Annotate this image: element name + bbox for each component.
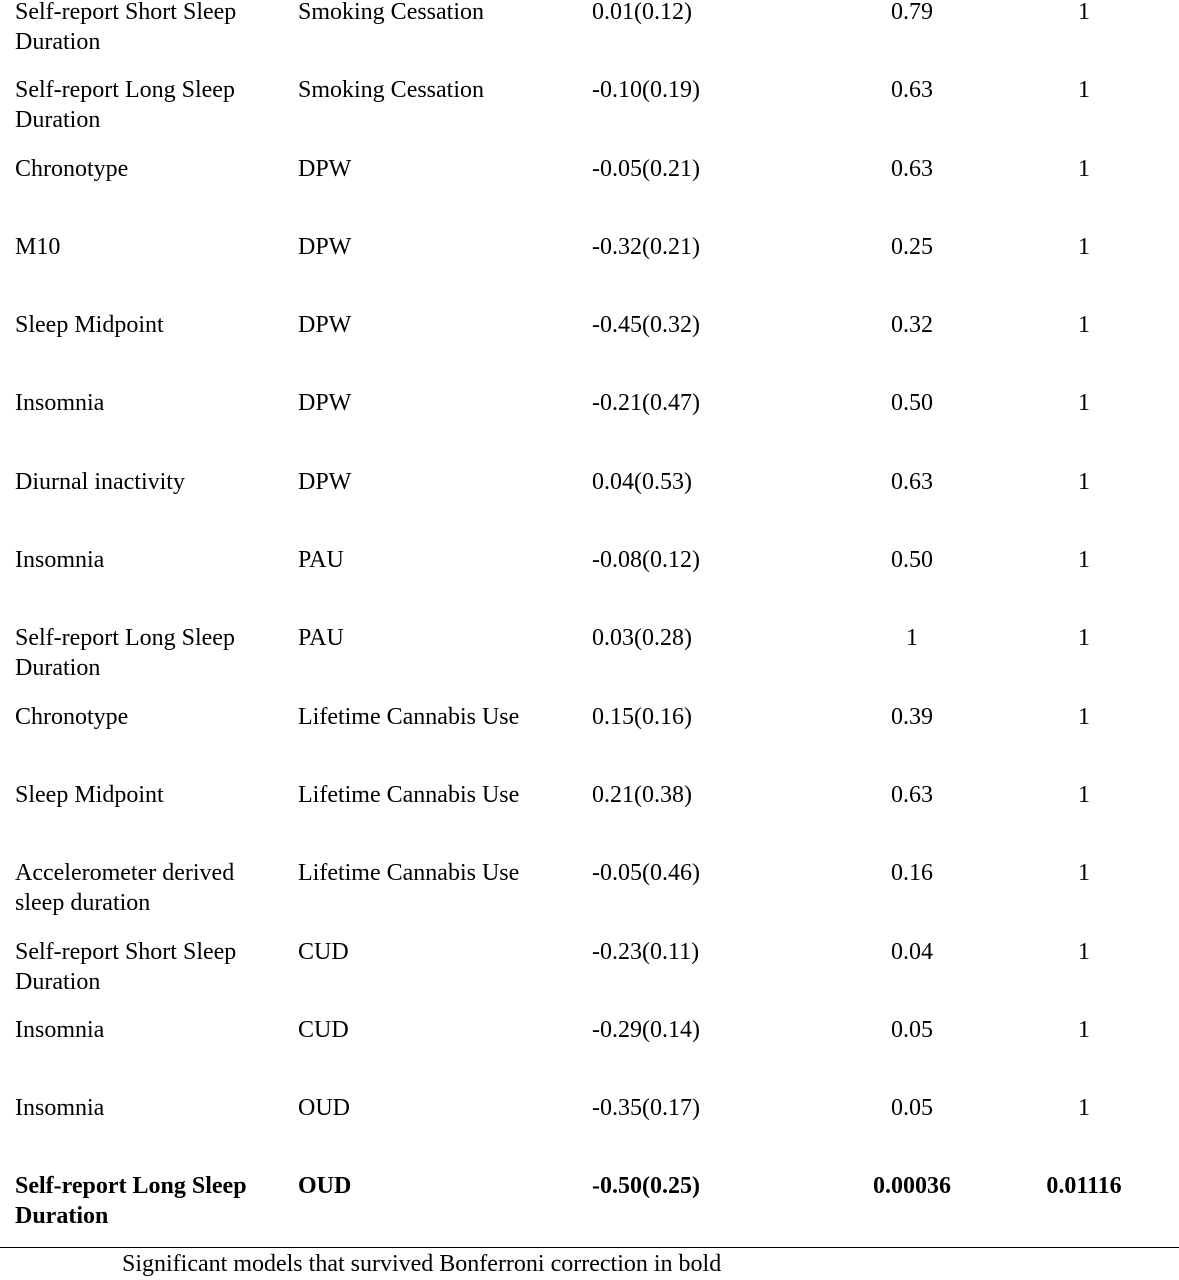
exposure-cell: Self-report Short Sleep Duration xyxy=(15,938,237,995)
table-row xyxy=(0,391,1179,469)
adjusted-p-cell: 1 xyxy=(1078,703,1090,730)
adjusted-p-cell: 1 xyxy=(1078,468,1090,495)
table-bottom-rule xyxy=(0,1247,1179,1248)
adjusted-p-cell: 1 xyxy=(1078,1016,1090,1043)
adjusted-p-cell: 1 xyxy=(1078,312,1090,339)
beta-se-cell: -0.35(0.17) xyxy=(592,1095,700,1122)
p-value-cell: 0.04 xyxy=(891,938,933,965)
exposure-cell: Self-report Long Sleep Duration xyxy=(15,77,235,134)
p-value-cell: 0.25 xyxy=(891,233,933,260)
exposure-cell: Sleep Midpoint xyxy=(15,312,164,339)
table-row xyxy=(0,940,1179,1018)
table-row xyxy=(0,1018,1179,1096)
beta-se-cell: -0.08(0.12) xyxy=(592,547,700,574)
beta-se-cell: -0.23(0.11) xyxy=(592,938,700,965)
table-row xyxy=(0,1174,1179,1252)
outcome-cell: OUD xyxy=(298,1095,350,1122)
beta-se-cell: -0.05(0.21) xyxy=(592,155,700,182)
beta-se-cell: -0.10(0.19) xyxy=(592,77,700,104)
table-row xyxy=(0,157,1179,235)
beta-se-cell: 0.04(0.53) xyxy=(592,468,692,495)
p-value-cell: 0.39 xyxy=(891,703,933,730)
beta-se-cell: -0.05(0.46) xyxy=(592,860,700,887)
exposure-cell: Sleep Midpoint xyxy=(15,781,164,808)
adjusted-p-cell: 1 xyxy=(1078,781,1090,808)
adjusted-p-cell: 1 xyxy=(1078,1095,1090,1122)
adjusted-p-cell: 1 xyxy=(1078,233,1090,260)
p-value-cell: 1 xyxy=(906,625,918,652)
table-row xyxy=(0,626,1179,704)
adjusted-p-cell: 1 xyxy=(1078,77,1090,104)
adjusted-p-cell: 1 xyxy=(1078,390,1090,417)
adjusted-p-cell: 0.01116 xyxy=(1046,1173,1122,1200)
outcome-cell: PAU xyxy=(298,625,344,652)
p-value-cell: 0.32 xyxy=(891,312,933,339)
table-row xyxy=(0,783,1179,861)
table-row xyxy=(0,861,1179,939)
outcome-cell: Smoking Cessation xyxy=(298,0,485,25)
outcome-cell: DPW xyxy=(298,155,352,182)
table-row xyxy=(0,1096,1179,1174)
outcome-cell: DPW xyxy=(298,312,352,339)
p-value-cell: 0.16 xyxy=(891,860,933,887)
p-value-cell: 0.50 xyxy=(891,547,933,574)
p-value-cell: 0.05 xyxy=(891,1016,933,1043)
exposure-cell: Chronotype xyxy=(15,703,129,730)
exposure-cell: Insomnia xyxy=(15,390,105,417)
exposure-cell: M10 xyxy=(15,233,61,260)
outcome-cell: Lifetime Cannabis Use xyxy=(298,860,520,887)
table-row xyxy=(0,548,1179,626)
outcome-cell: OUD xyxy=(298,1173,352,1200)
outcome-cell: PAU xyxy=(298,547,344,574)
outcome-cell: DPW xyxy=(298,233,352,260)
p-value-cell: 0.63 xyxy=(891,781,933,808)
exposure-cell: Accelerometer derived sleep duration xyxy=(15,860,235,917)
p-value-cell: 0.50 xyxy=(891,390,933,417)
beta-se-cell: -0.32(0.21) xyxy=(592,233,700,260)
outcome-cell: CUD xyxy=(298,938,349,965)
p-value-cell: 0.63 xyxy=(891,468,933,495)
table-row xyxy=(0,78,1179,156)
beta-se-cell: 0.21(0.38) xyxy=(592,781,692,808)
table-row xyxy=(0,705,1179,783)
p-value-cell: 0.79 xyxy=(891,0,933,25)
exposure-cell: Self-report Long Sleep Duration xyxy=(15,625,235,682)
exposure-cell: Self-report Short Sleep Duration xyxy=(15,0,237,55)
p-value-cell: 0.63 xyxy=(891,77,933,104)
adjusted-p-cell: 1 xyxy=(1078,625,1090,652)
beta-se-cell: 0.01(0.12) xyxy=(592,0,692,25)
beta-se-cell: -0.50(0.25) xyxy=(592,1173,700,1200)
exposure-cell: Insomnia xyxy=(15,1016,105,1043)
p-value-cell: 0.05 xyxy=(891,1095,933,1122)
beta-se-cell: 0.15(0.16) xyxy=(592,703,692,730)
exposure-cell: Insomnia xyxy=(15,1095,105,1122)
exposure-cell: Self-report Long Sleep Duration xyxy=(15,1173,247,1230)
table-row xyxy=(0,470,1179,548)
beta-se-cell: -0.45(0.32) xyxy=(592,312,700,339)
table-row xyxy=(0,235,1179,313)
adjusted-p-cell: 1 xyxy=(1078,155,1090,182)
beta-se-cell: 0.03(0.28) xyxy=(592,625,692,652)
p-value-cell: 0.00036 xyxy=(873,1173,951,1200)
adjusted-p-cell: 1 xyxy=(1078,938,1090,965)
outcome-cell: Lifetime Cannabis Use xyxy=(298,781,520,808)
p-value-cell: 0.63 xyxy=(891,155,933,182)
outcome-cell: DPW xyxy=(298,390,352,417)
outcome-cell: Lifetime Cannabis Use xyxy=(298,703,520,730)
exposure-cell: Diurnal inactivity xyxy=(15,468,185,495)
outcome-cell: CUD xyxy=(298,1016,349,1043)
table-row xyxy=(0,0,1179,78)
exposure-cell: Chronotype xyxy=(15,155,129,182)
outcome-cell: Smoking Cessation xyxy=(298,77,485,104)
adjusted-p-cell: 1 xyxy=(1078,0,1090,25)
adjusted-p-cell: 1 xyxy=(1078,547,1090,574)
table-footnote: Significant models that survived Bonferroni correction in bold xyxy=(122,1251,722,1277)
beta-se-cell: -0.29(0.14) xyxy=(592,1016,700,1043)
beta-se-cell: -0.21(0.47) xyxy=(592,390,700,417)
adjusted-p-cell: 1 xyxy=(1078,860,1090,887)
outcome-cell: DPW xyxy=(298,468,352,495)
table-row xyxy=(0,313,1179,391)
exposure-cell: Insomnia xyxy=(15,547,105,574)
